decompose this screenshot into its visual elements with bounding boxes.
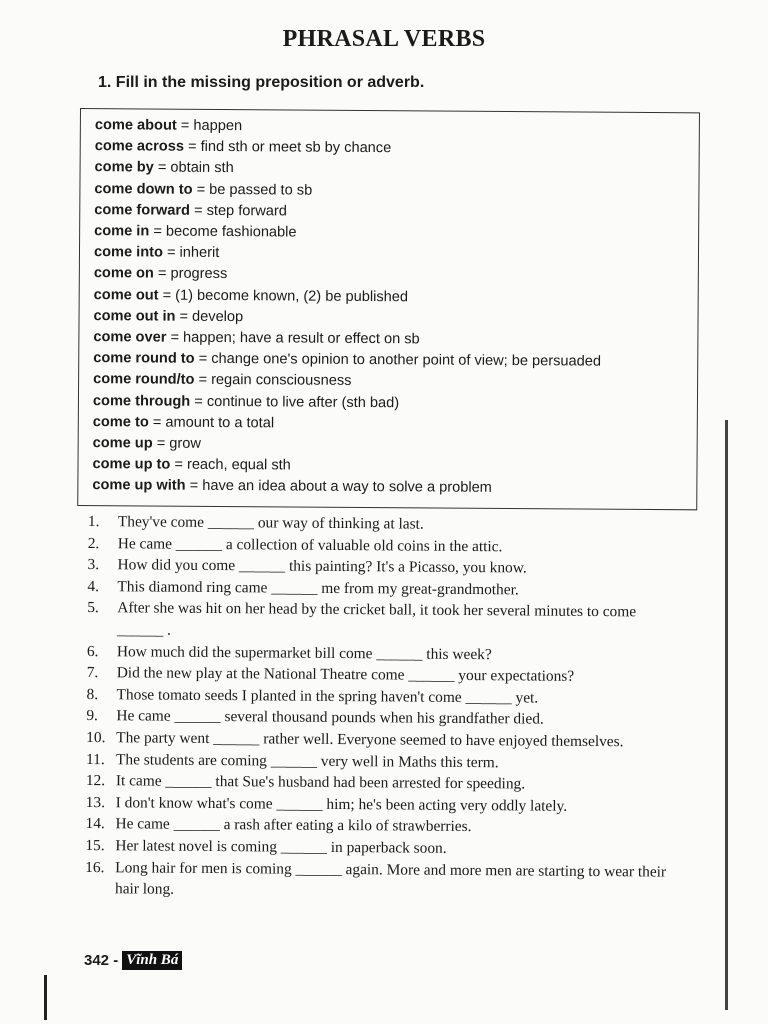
exercise-number: 7. (86, 664, 99, 682)
exercise-text: They've come ______ our way of thinking at last. (117, 513, 424, 533)
definition-meaning: = regain consciousness (194, 372, 352, 390)
exercise-text: This diamond ring came ______ me from my great-grandmother. (117, 578, 519, 599)
exercise-number: 2. (87, 534, 100, 552)
exercise-text: He came ______ a rash after eating a kilo of strawberries. (115, 815, 472, 836)
exercise-item (81, 856, 681, 904)
definition-term: come across (94, 138, 185, 155)
definition-term: come round to (93, 350, 195, 368)
exercise-text: Long hair for men is coming ______ again. More and more men are starting to wear their hair long. (114, 858, 667, 898)
exercise-number: 16. (85, 858, 105, 876)
exercise-text: The students are coming ______ very well in Maths this term. (115, 750, 499, 771)
definition-meaning: = (1) become known, (2) be published (158, 287, 409, 305)
definition-meaning: = step forward (189, 202, 287, 220)
exercise-number: 5. (87, 599, 99, 617)
exercise-number: 13. (85, 793, 106, 811)
definition-meaning: = be passed to sb (192, 181, 313, 199)
definition-meaning: = change one's opinion to another point of view; be persuaded (194, 351, 602, 370)
exercise-text: How did you come ______ this painting? It's a Picasso, you know. (117, 556, 527, 577)
definition-meaning: = happen (176, 117, 243, 135)
exercise-number: 8. (86, 685, 99, 703)
definition-meaning: = grow (152, 435, 201, 452)
definition-meaning: = find sth or meet sb by chance (183, 138, 392, 157)
exercise-text: The party went ______ rather well. Everyone seemed to have enjoyed themselves. (116, 729, 624, 751)
definition-term: come out in (93, 307, 176, 325)
scan-edge-left (44, 975, 47, 1020)
exercise-text: He came ______ several thousand pounds when his grandfather died. (116, 707, 544, 728)
exercise-item (83, 597, 683, 645)
exercise-number: 4. (87, 577, 100, 595)
definition-term: come round/to (93, 371, 195, 389)
exercise-number: 12. (85, 772, 106, 790)
definition-term: come in (94, 223, 150, 240)
exercise-text: Did the new play at the National Theatre come ______ your expectations? (116, 664, 575, 686)
definitions-box (77, 108, 700, 510)
exercise-number: 9. (86, 707, 99, 725)
exercise-text: Those tomato seeds I planted in the spring haven't come ______ yet. (116, 686, 539, 707)
definition-term: come by (94, 159, 154, 176)
page-footer (84, 951, 182, 970)
definition-meaning: = inherit (162, 244, 220, 262)
page-title: PHRASAL VERBS (282, 26, 486, 52)
author-badge: Vĩnh Bá (122, 951, 182, 970)
page-number: 342 - (84, 952, 119, 969)
exercise-text: It came ______ that Sue's husband had been arrested for speeding. (115, 772, 526, 793)
exercise-text: He came ______ a collection of valuable old coins in the attic. (117, 534, 503, 555)
definition-meaning: = happen; have a result or effect on sb (166, 329, 420, 348)
scan-edge-right (725, 420, 728, 1010)
exercise-text: After she was hit on her head by the cricket ball, it took her several minutes to come ______ . (117, 599, 637, 639)
definition-term: come to (92, 413, 149, 431)
definition-meaning: = have an idea about a way to solve a problem (185, 478, 492, 497)
definition-term: come up (92, 435, 153, 452)
definition-meaning: = continue to live after (sth bad) (190, 393, 400, 411)
exercise-number: 1. (87, 513, 100, 531)
definition-term: come up with (92, 477, 186, 495)
definition-meaning: = become fashionable (149, 223, 297, 241)
definition-term: come into (93, 244, 163, 261)
definition-term: come out (93, 286, 159, 304)
definition-meaning: = amount to a total (148, 414, 275, 432)
exercise-number: 14. (85, 815, 105, 833)
definition-term: come on (93, 265, 154, 282)
exercise-number: 6. (86, 642, 99, 660)
definition-term: come forward (94, 201, 191, 219)
exercise-text: Her latest novel is coming ______ in paperback soon. (115, 837, 447, 857)
definition-item (92, 476, 696, 501)
definition-meaning: = reach, equal sth (170, 456, 291, 474)
definition-meaning: = develop (175, 308, 244, 325)
exercise-instruction: 1. Fill in the missing preposition or adverb. (98, 74, 425, 91)
exercise-number: 3. (87, 556, 100, 574)
exercise-number: 10. (86, 728, 106, 747)
exercise-number: 11. (85, 750, 105, 768)
definition-term: come over (93, 329, 167, 346)
definition-term: come through (92, 392, 191, 410)
exercise-number: 15. (85, 836, 105, 855)
exercise-text: I don't know what's come ______ him; he's been acting very oddly lately. (115, 793, 568, 815)
definition-term: come down to (94, 180, 193, 198)
definition-meaning: = progress (153, 265, 228, 283)
definition-term: come about (94, 117, 177, 134)
exercise-list (81, 511, 684, 904)
definition-term: come up to (92, 456, 171, 473)
exercise-text: How much did the supermarket bill come ______ this week? (116, 642, 492, 663)
definition-meaning: = obtain sth (153, 159, 234, 177)
